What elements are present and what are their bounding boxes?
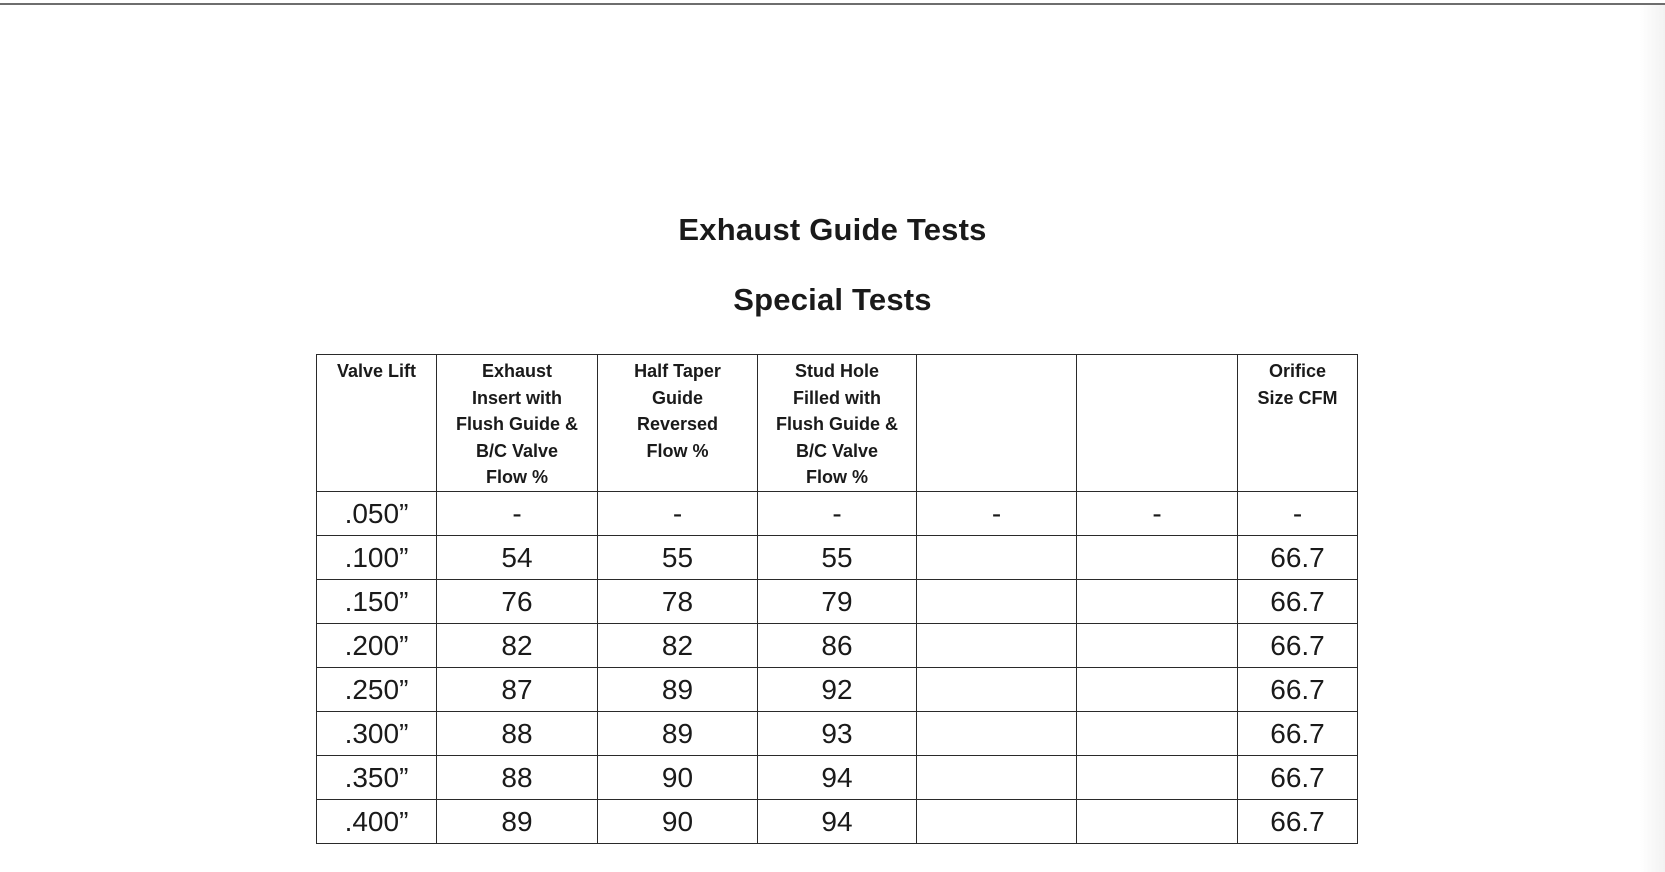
table-cell: - — [437, 491, 598, 535]
valve-lift-cell: .200” — [317, 623, 437, 667]
valve-lift-cell: .150” — [317, 579, 437, 623]
valve-lift-cell: .050” — [317, 491, 437, 535]
table-row — [317, 535, 1358, 579]
table-cell: 88 — [437, 711, 598, 755]
table-cell — [917, 711, 1077, 755]
table-row — [317, 579, 1358, 623]
table-cell: 93 — [758, 711, 917, 755]
table-cell: 90 — [598, 755, 758, 799]
table-cell: 66.7 — [1238, 711, 1358, 755]
table-cell: 92 — [758, 667, 917, 711]
table-row — [317, 755, 1358, 799]
table-cell: 87 — [437, 667, 598, 711]
table-cell: 76 — [437, 579, 598, 623]
valve-lift-cell: .250” — [317, 667, 437, 711]
top-border-line — [0, 3, 1665, 5]
table-cell — [1077, 799, 1238, 843]
valve-lift-cell: .100” — [317, 535, 437, 579]
table-cell: 88 — [437, 755, 598, 799]
header-exhaust-insert-flow: Exhaust Insert with Flush Guide & B/C Valve Flow % — [437, 355, 598, 492]
table-cell: 54 — [437, 535, 598, 579]
document-subtitle: Special Tests — [733, 282, 932, 317]
table-cell: - — [598, 491, 758, 535]
table-cell: 86 — [758, 623, 917, 667]
table-row — [317, 491, 1358, 535]
header-stud-hole-flow: Stud Hole Filled with Flush Guide & B/C Valve Flow % — [758, 355, 917, 492]
table-cell: 94 — [758, 755, 917, 799]
table-cell: 66.7 — [1238, 623, 1358, 667]
header-half-taper-flow: Half Taper Guide Reversed Flow % — [598, 355, 758, 492]
table-cell: 78 — [598, 579, 758, 623]
table-cell: 94 — [758, 799, 917, 843]
table-cell: - — [917, 491, 1077, 535]
valve-lift-cell: .400” — [317, 799, 437, 843]
table-cell: 55 — [758, 535, 917, 579]
table-cell — [1077, 667, 1238, 711]
table-cell — [1077, 755, 1238, 799]
valve-lift-cell: .350” — [317, 755, 437, 799]
table-cell: - — [1077, 491, 1238, 535]
table-row — [317, 667, 1358, 711]
flow-test-table — [316, 354, 1358, 844]
table-cell: 89 — [598, 711, 758, 755]
table-cell: 82 — [598, 623, 758, 667]
table-cell: 55 — [598, 535, 758, 579]
table-row — [317, 711, 1358, 755]
table-cell — [1077, 711, 1238, 755]
table-cell: 66.7 — [1238, 579, 1358, 623]
table-cell: 66.7 — [1238, 799, 1358, 843]
table-cell: 79 — [758, 579, 917, 623]
header-orifice-size: Orifice Size CFM — [1238, 355, 1358, 492]
page-edge-shadow — [1640, 5, 1665, 872]
table-cell — [917, 623, 1077, 667]
table-cell — [917, 579, 1077, 623]
table-cell: 90 — [598, 799, 758, 843]
table-cell — [1077, 579, 1238, 623]
table-cell: 82 — [437, 623, 598, 667]
table-cell — [1077, 535, 1238, 579]
table-cell: 66.7 — [1238, 535, 1358, 579]
table-cell — [917, 755, 1077, 799]
table-cell: 89 — [598, 667, 758, 711]
header-valve-lift: Valve Lift — [317, 355, 437, 492]
table-header-row — [317, 355, 1358, 492]
table-cell — [1077, 623, 1238, 667]
table-cell: - — [1238, 491, 1358, 535]
header-empty-2 — [1077, 355, 1238, 492]
table-body — [317, 491, 1358, 843]
table-cell: 66.7 — [1238, 667, 1358, 711]
table-cell: 66.7 — [1238, 755, 1358, 799]
table-cell: - — [758, 491, 917, 535]
table-cell — [917, 799, 1077, 843]
table-cell — [917, 535, 1077, 579]
valve-lift-cell: .300” — [317, 711, 437, 755]
table-row — [317, 623, 1358, 667]
document-title: Exhaust Guide Tests — [678, 212, 987, 247]
header-empty-1 — [917, 355, 1077, 492]
table-row — [317, 799, 1358, 843]
table-cell: 89 — [437, 799, 598, 843]
table-cell — [917, 667, 1077, 711]
